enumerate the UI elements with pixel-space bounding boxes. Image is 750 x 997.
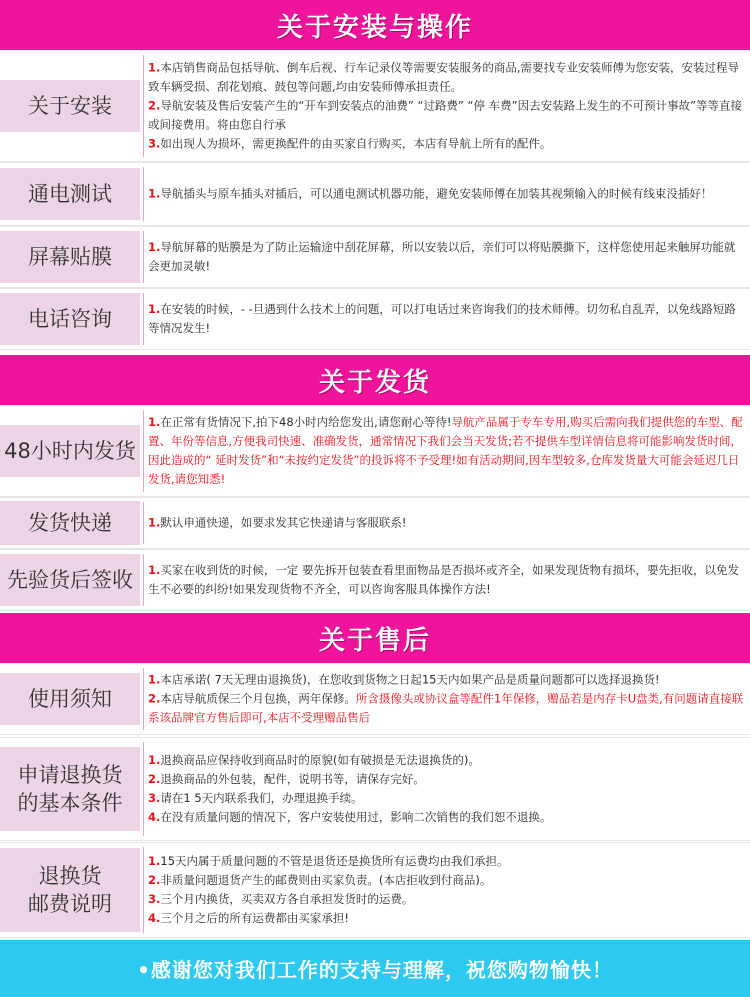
list-item: 1.本店销售商品包括导航、倒车后视、行车记录仪等需要安装服务的商品,需要找专业安装师傅为您安装，安装过程导致车辆受损、刮花划痕、鼓包等问题,均由安装师傅承担责任。 [148, 60, 740, 94]
section-title-shipping: 关于发货 [318, 367, 431, 398]
row-phone-consult [0, 288, 750, 350]
divider [143, 554, 144, 606]
section-banner-aftersale [0, 613, 750, 663]
list-item: 4.在没有质量问题的情况下，客户安装使用过，影响二次销售的我们恕不退换。 [148, 810, 552, 824]
list-item: 4.三个月之后的所有运费都由买家承担! [148, 911, 349, 925]
list-item: 1.在安装的时候，- -旦遇到什么技术上的问题，可以打电话过来咨询我们的技术师傅。切勿私自乱弄，以免线路短路等情况发生! [148, 302, 736, 335]
row-label: 先验货后签收 [0, 554, 140, 606]
row-content [148, 514, 744, 533]
divider [143, 231, 144, 283]
list-item: 1.买家在收到货的时候，一定 要先拆开包装查看里面物品是否损坏或齐全，如果发现货物有损坏，要先拒收，以免发生不必要的纠纷!如果发现货物不齐全，可以咨询客服具体操作方法! [148, 563, 740, 596]
row-content [148, 671, 744, 728]
list-item: 3.如出现人为损坏，需更换配件的由买家自行购买，本店有导航上所有的配件。 [148, 136, 552, 151]
list-item: 1.在正常有货情况下,拍下48小时内给您发出,请您耐心等待!导航产品属于专车专用,购买后需向我们提供您的车型、配置、年份等信息,方便我司快速、准确发货，通常情况下我们会当天发货;若不提供车型详情信息将可能影响发货时间，因此造成的“ 延时发货”和“未按约定发货”的投诉将不予受理!如有活动期间,因车型较多,仓库发货量大可能会延迟几日发货,请您知悉! [148, 415, 743, 486]
row-label: 屏幕贴膜 [0, 231, 140, 283]
section-banner-shipping [0, 355, 750, 405]
row-label: 发货快递 [0, 501, 140, 545]
list-item: 1.退换商品应保持收到商品时的原貌(如有破损是无法退换货的)。 [148, 753, 480, 767]
list-item: 3.请在1 5天内联系我们，办理退换手续。 [148, 791, 363, 805]
section-banner-install [0, 0, 750, 50]
footer-text: •感谢您对我们工作的支持与理解，祝您购物愉快！ [137, 958, 613, 982]
row-48h-shipping [0, 405, 750, 497]
divider [143, 410, 144, 492]
row-label: 48小时内发货 [0, 425, 140, 477]
row-usage-notes [0, 663, 750, 735]
divider [143, 167, 144, 221]
divider [143, 847, 144, 933]
divider [143, 293, 144, 345]
row-power-test [0, 162, 750, 226]
row-inspect-before-sign [0, 549, 750, 611]
list-item: 1.导航插头与原车插头对插后，可以通电测试机器功能，避免安装师傅在加装其视频输入的时候有线束没插好！ [148, 186, 713, 201]
row-screen-film [0, 226, 750, 288]
divider [143, 502, 144, 544]
row-content [148, 751, 744, 827]
list-item: 1.本店承诺( 7天无理由退换货)，在您收到货物之日起15天内如果产品是质量问题都可以选择退换货! [148, 672, 660, 687]
row-install [0, 50, 750, 162]
row-label: 退换货 邮费说明 [0, 848, 140, 932]
row-label: 申请退换货 的基本条件 [0, 747, 140, 831]
row-content [148, 238, 744, 276]
row-label: 通电测试 [0, 168, 140, 220]
row-content [148, 852, 744, 928]
row-content [148, 300, 744, 338]
row-label: 关于安装 [0, 80, 140, 132]
row-return-conditions [0, 737, 750, 841]
list-item: 1.15天内属于质量问题的不管是退货还是换货所有运费均由我们承担。 [148, 854, 509, 868]
row-return-postage [0, 842, 750, 938]
section-title-aftersale: 关于售后 [318, 625, 431, 656]
row-label: 使用须知 [0, 673, 140, 725]
divider [143, 742, 144, 836]
row-label: 电话咨询 [0, 293, 140, 345]
thank-you-footer [0, 940, 750, 997]
divider [143, 55, 144, 157]
section-title-install: 关于安装与操作 [276, 12, 473, 43]
list-item: 1.默认申通快递，如要求发其它快递请与客服联系! [148, 515, 407, 530]
row-content [148, 185, 744, 204]
row-content [148, 561, 744, 599]
row-courier [0, 497, 750, 549]
list-item: 2.退换商品的外包装，配件，说明书等，请保存完好。 [148, 772, 425, 786]
list-item: 3.三个月内换货，买卖双方各自承担发货时的运费。 [148, 892, 414, 906]
divider [143, 668, 144, 730]
row-content [148, 413, 744, 489]
list-item: 2.非质量问题退货产生的邮费则由买家负责。(本店拒收到付商品)。 [148, 873, 492, 887]
list-item: 2.本店导航质保三个月包换，两年保修。所含摄像头或协议盒等配件1年保修，赠品若是内存卡U盘类,有问题请直接联系该品牌官方售后即可,本店不受理赠品售后 [148, 691, 744, 725]
list-item: 2.导航安装及售后安装产生的“开车到安装点的油费” “过路费” “停 车费”因去安装路上发生的不可预计事故”等等直接或间接费用。将由您自行承 [148, 98, 743, 132]
list-item: 1.导航屏幕的贴膜是为了防止运输途中刮花屏幕，所以安装以后，亲们可以将贴膜撕下，这样您使用起来触屏功能就会更加灵敏! [148, 240, 736, 273]
row-content [148, 59, 744, 154]
